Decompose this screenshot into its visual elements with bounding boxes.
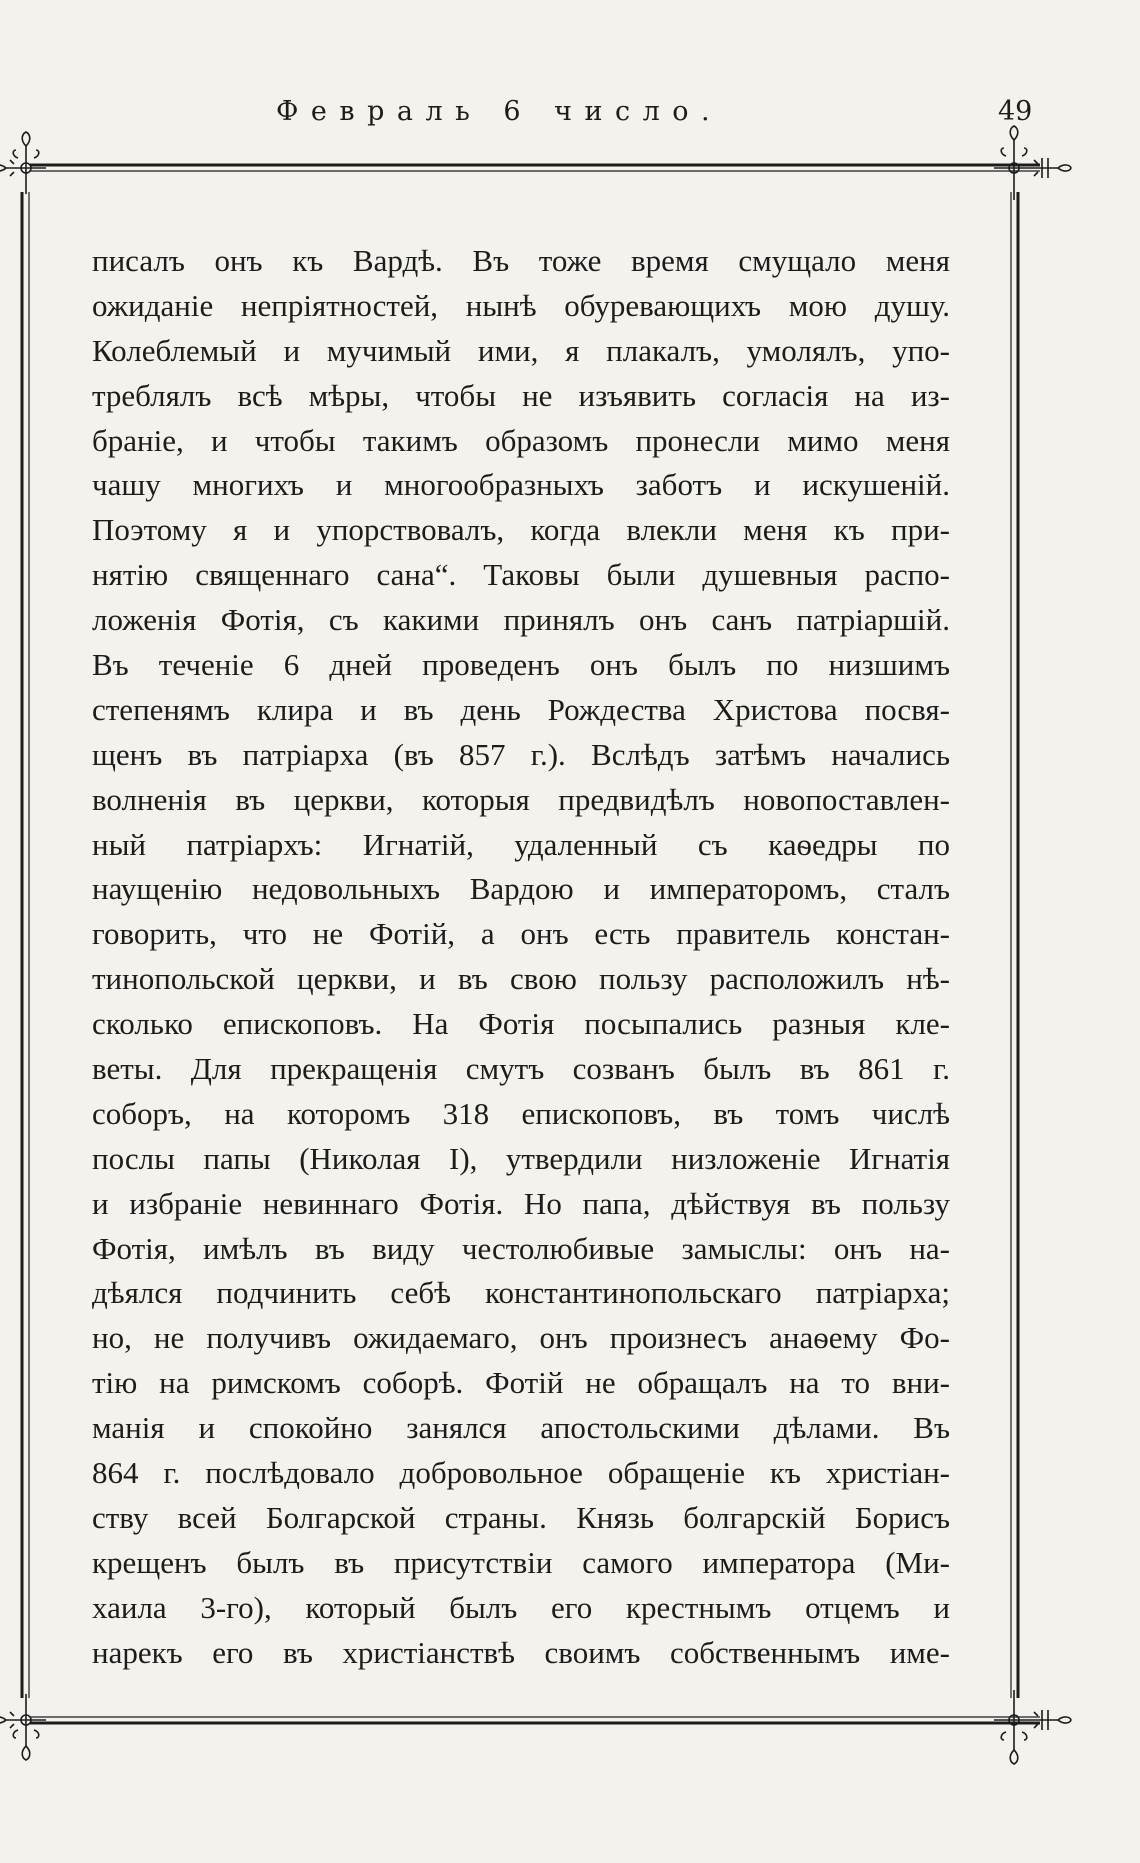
text-line-15: наущенію недовольныхъ Вардою и императоромъ, сталъ bbox=[92, 871, 950, 907]
text-line-13: волненія въ церкви, которыя предвидѣлъ новопоставлен- bbox=[92, 781, 950, 817]
text-line-17: тинопольской церкви, и въ свою пользу расположилъ нѣ- bbox=[92, 961, 950, 997]
text-line-27: манія и спокойно занялся апостольскими дѣлами. Въ bbox=[92, 1410, 950, 1446]
text-line-2: ожиданіе непріятностей, нынѣ обуревающихъ мою душу. bbox=[92, 287, 950, 323]
text-line-18: сколько епископовъ. На Фотія посыпались разныя кле- bbox=[92, 1006, 950, 1042]
corner-ornament-top-right bbox=[994, 126, 1071, 200]
text-line-1: писалъ онъ къ Вардѣ. Въ тоже время смущало меня bbox=[92, 243, 950, 278]
page-number: 49 bbox=[998, 96, 1033, 127]
text-line-29: ству всей Болгарской страны. Князь болгарскій Борисъ bbox=[92, 1499, 950, 1535]
text-line-7: Поэтому я и упорствовалъ, когда влекли меня къ при- bbox=[92, 512, 950, 548]
text-line-26: тію на римскомъ соборѣ. Фотій не обращалъ на то вни- bbox=[92, 1365, 950, 1401]
top-rule bbox=[30, 165, 1040, 171]
text-line-30: крещенъ былъ въ присутствіи самого императора (Ми- bbox=[92, 1544, 950, 1580]
text-line-20: соборъ, на которомъ 318 епископовъ, въ томъ числѣ bbox=[92, 1095, 950, 1131]
text-line-24: дѣялся подчинить себѣ константинопольскаго патріарха; bbox=[92, 1275, 950, 1311]
text-line-4: треблялъ всѣ мѣры, чтобы не изъявить согласія на из- bbox=[92, 377, 950, 413]
text-line-14: ный патріархъ: Игнатій, удаленный съ каѳедры по bbox=[92, 826, 950, 862]
running-title: Февраль 6 число. bbox=[276, 96, 723, 127]
left-rule bbox=[22, 192, 29, 1698]
text-line-9: ложенія Фотія, съ какими принялъ онъ санъ патріаршій. bbox=[92, 602, 950, 638]
corner-ornament-bottom-left bbox=[0, 1694, 46, 1760]
text-line-6: чашу многихъ и многообразныхъ заботъ и искушеній. bbox=[92, 467, 950, 503]
text-line-19: веты. Для прекращенія смутъ созванъ былъ въ 861 г. bbox=[92, 1051, 950, 1087]
text-line-31: хаила 3-го), который былъ его крестнымъ отцемъ и bbox=[92, 1589, 950, 1625]
text-line-21: послы папы (Николая I), утвердили низложеніе Игнатія bbox=[92, 1140, 950, 1176]
text-line-12: щенъ въ патріарха (въ 857 г.). Вслѣдъ затѣмъ начались bbox=[92, 736, 950, 772]
text-line-8: нятію священнаго сана“. Таковы были душевныя распо- bbox=[92, 557, 950, 593]
body-text bbox=[92, 239, 950, 1676]
text-line-11: степенямъ клира и въ день Рождества Христова посвя- bbox=[92, 691, 950, 727]
text-line-3: Колеблемый и мучимый ими, я плакалъ, умолялъ, упо- bbox=[92, 332, 950, 368]
corner-ornament-bottom-right bbox=[994, 1690, 1071, 1764]
text-line-10: Въ теченіе 6 дней проведенъ онъ былъ по низшимъ bbox=[92, 647, 950, 683]
right-rule bbox=[1011, 192, 1018, 1698]
text-line-28: 864 г. послѣдовало добровольное обращеніе къ христіан- bbox=[92, 1455, 950, 1491]
text-line-16: говорить, что не Фотій, а онъ есть правитель констан- bbox=[92, 916, 950, 952]
text-line-5: браніе, и чтобы такимъ образомъ пронесли мимо меня bbox=[92, 422, 950, 458]
text-line-25: но, не получивъ ожидаемаго, онъ произнесъ анаѳему Фо- bbox=[92, 1320, 950, 1356]
text-line-22: и избраніе невиннаго Фотія. Но папа, дѣйствуя въ пользу bbox=[92, 1185, 950, 1221]
text-line-23: Фотія, имѣлъ въ виду честолюбивые замыслы: онъ на- bbox=[92, 1230, 950, 1266]
text-line-32: нарекъ его въ христіанствѣ своимъ собственнымъ име- bbox=[92, 1634, 950, 1670]
corner-ornament-top-left bbox=[0, 132, 46, 194]
bottom-rule bbox=[30, 1717, 1040, 1723]
